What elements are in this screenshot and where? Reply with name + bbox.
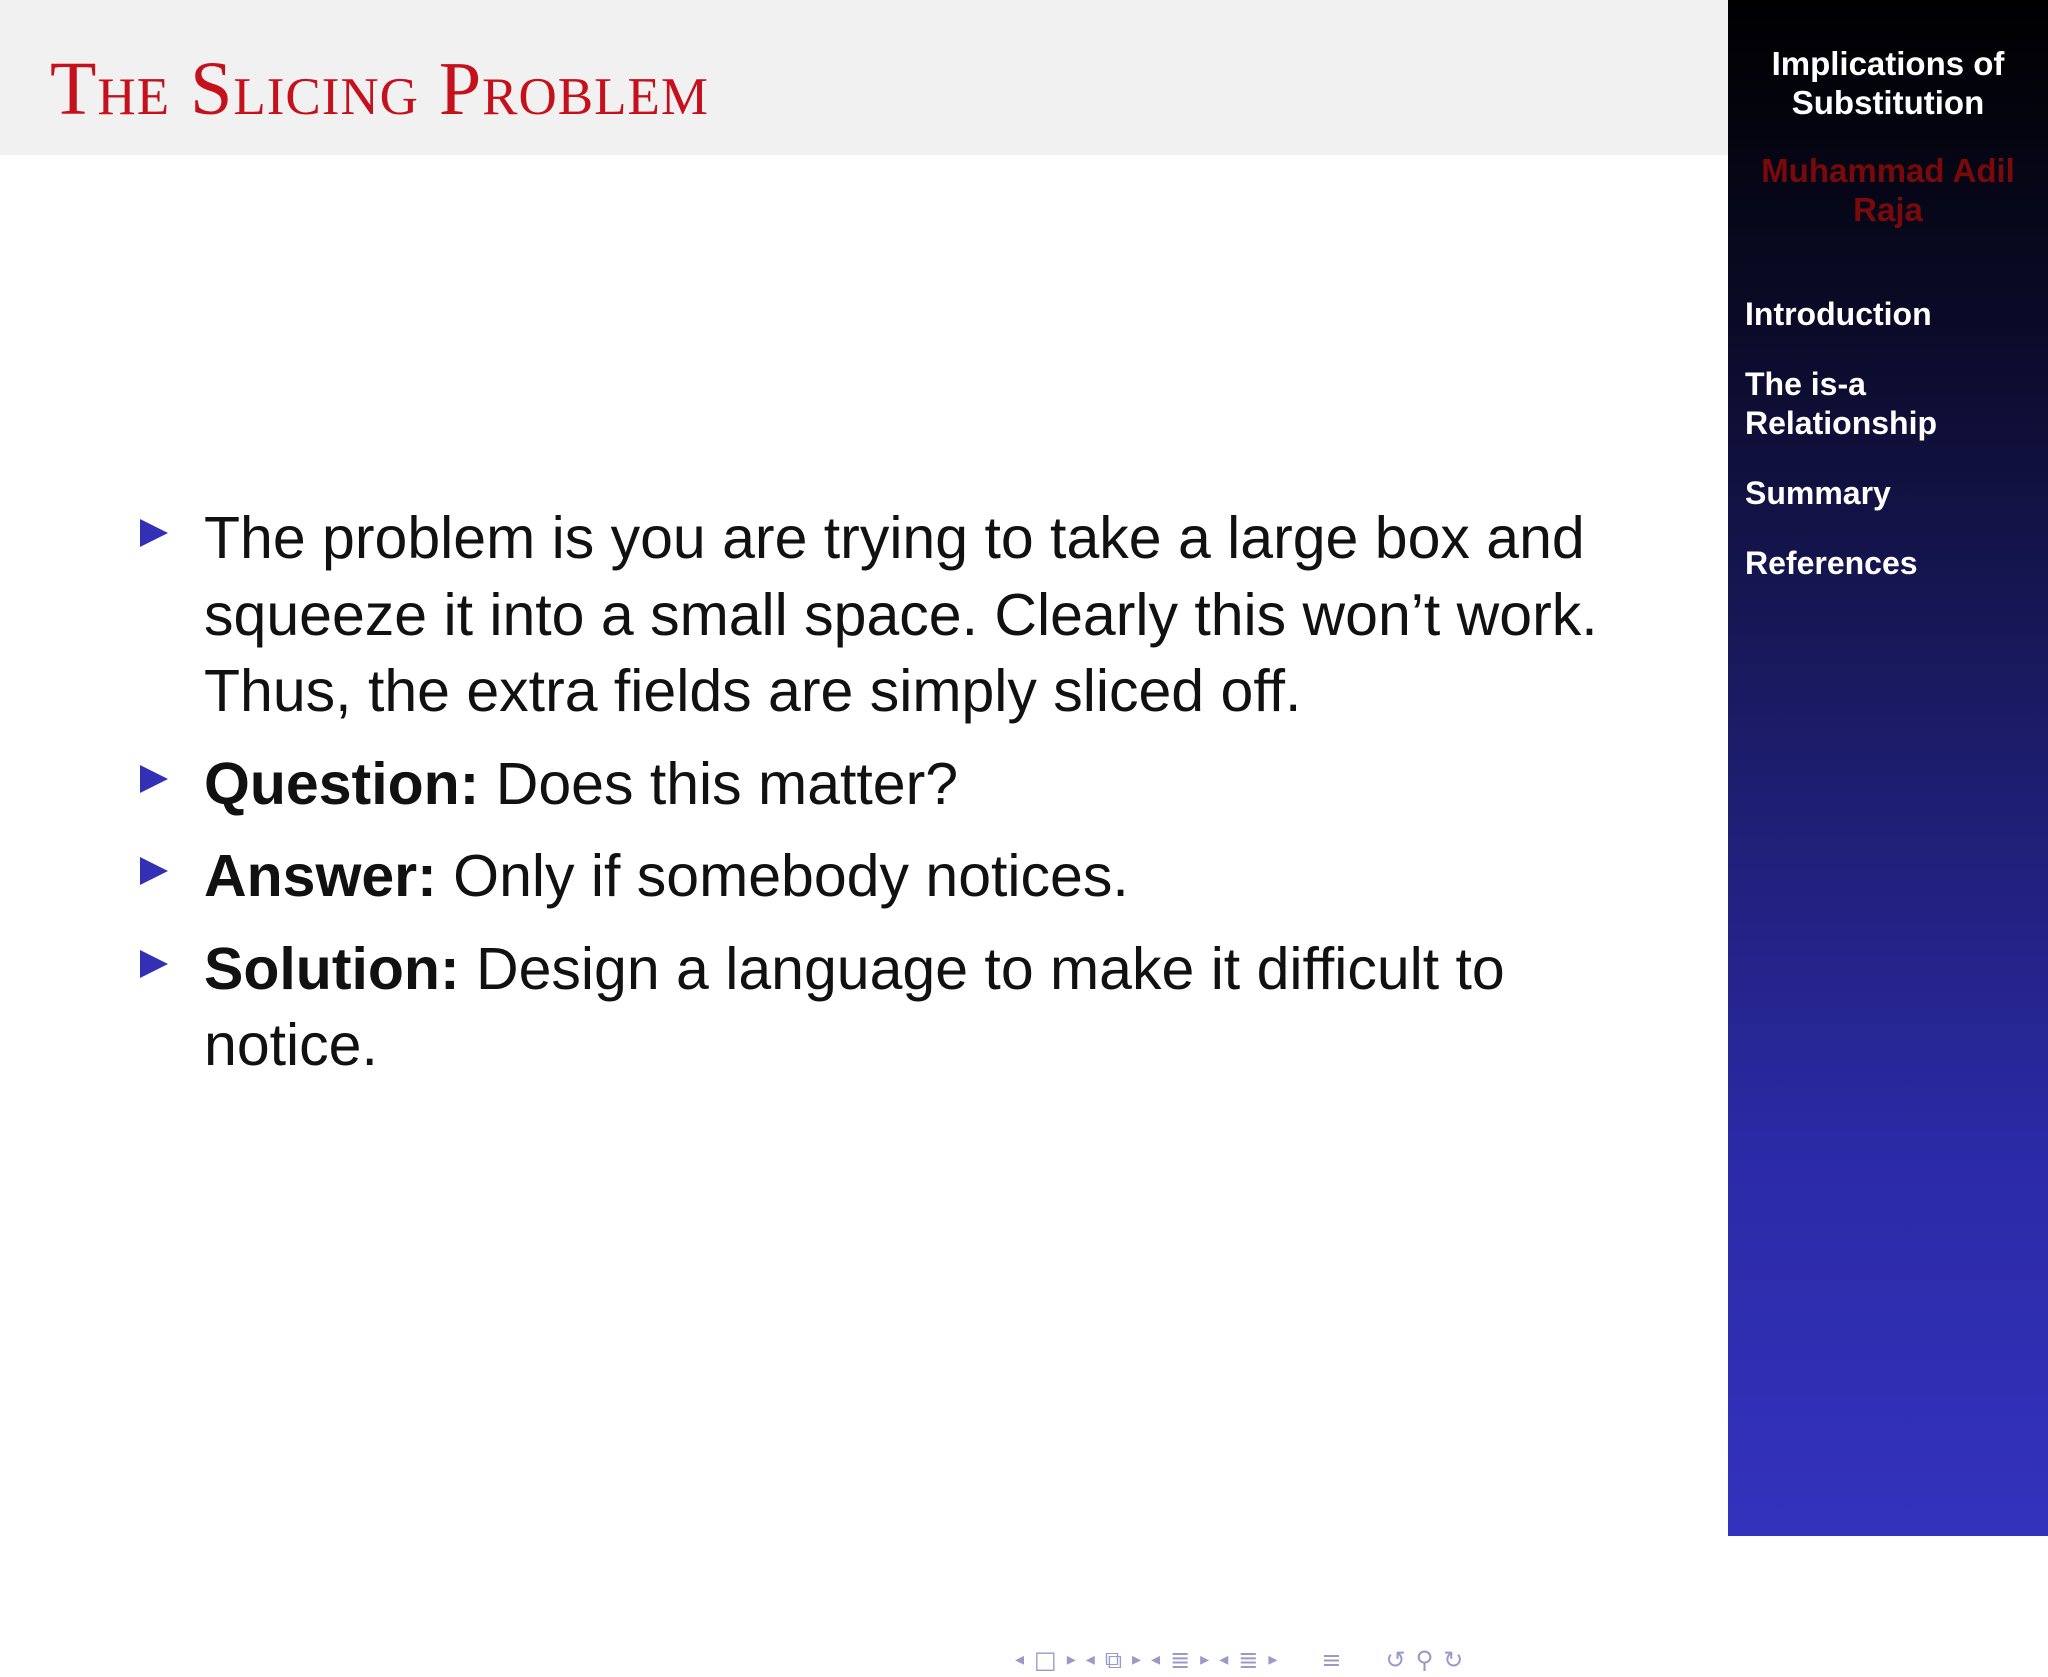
bullet-item xyxy=(134,838,1664,915)
search-icon[interactable]: ⚲ xyxy=(1415,1646,1434,1674)
subsection-icon[interactable]: ⧉ xyxy=(1104,1646,1122,1674)
sidebar-title[interactable]: Implications of Substitution xyxy=(1771,45,2005,121)
sidebar-item-introduction[interactable]: Introduction xyxy=(1745,296,1932,332)
section-icon[interactable]: ≣ xyxy=(1170,1646,1191,1674)
title-bar xyxy=(0,0,1728,155)
sidebar-nav xyxy=(1745,295,2035,614)
nav-left-arrow-icon[interactable]: ◂ xyxy=(1151,1649,1161,1670)
sidebar-item-summary[interactable]: Summary xyxy=(1745,475,1891,511)
frame-icon[interactable]: □ xyxy=(1034,1646,1057,1674)
bullet-triangle-icon xyxy=(140,857,168,885)
undo-icon[interactable]: ↺ xyxy=(1385,1646,1406,1674)
bullet-text: Does this matter? xyxy=(479,750,959,817)
bullet-lead: Answer: xyxy=(204,843,437,909)
nav-left-arrow-icon[interactable]: ◂ xyxy=(1015,1649,1025,1670)
bullet-triangle-icon xyxy=(140,950,168,978)
bullet-list xyxy=(134,500,1664,1100)
sidebar xyxy=(1728,0,2048,1536)
slide-title: The Slicing Problem xyxy=(50,47,710,131)
nav-right-arrow-icon[interactable]: ▸ xyxy=(1268,1649,1278,1670)
bullet-text: The problem is you are trying to take a large box and squeeze it into a small space. Clearly this won’t work. Thus, the extra fields are simply sliced off. xyxy=(204,505,1598,724)
bullet-text: Only if somebody notices. xyxy=(436,843,1129,909)
bullet-item xyxy=(134,931,1664,1084)
bullet-lead: Solution: xyxy=(204,935,460,1002)
bullet-item xyxy=(134,500,1664,730)
bullet-triangle-icon xyxy=(140,519,168,547)
bullet-item xyxy=(134,746,1664,823)
redo-icon[interactable]: ↻ xyxy=(1443,1646,1464,1674)
sidebar-item-is-a-relationship[interactable]: The is-a Relationship xyxy=(1745,366,1938,441)
nav-left-arrow-icon[interactable]: ◂ xyxy=(1219,1649,1229,1670)
nav-right-arrow-icon[interactable]: ▸ xyxy=(1200,1649,1210,1670)
document-icon[interactable]: ≣ xyxy=(1238,1646,1259,1674)
bullet-triangle-icon xyxy=(140,765,168,793)
sidebar-author[interactable]: Muhammad Adil Raja xyxy=(1761,152,2015,228)
navigation-bar xyxy=(1010,1643,1468,1677)
toc-icon[interactable]: ≡ xyxy=(1321,1646,1342,1674)
bullet-lead: Question: xyxy=(204,750,480,817)
nav-right-arrow-icon[interactable]: ▸ xyxy=(1066,1649,1076,1670)
nav-right-arrow-icon[interactable]: ▸ xyxy=(1131,1649,1142,1670)
slide-content xyxy=(0,155,1728,1674)
sidebar-item-references[interactable]: References xyxy=(1745,545,1918,581)
bullet-text: Design a language to make it difficult to notice. xyxy=(204,935,1505,1078)
nav-left-arrow-icon[interactable]: ◂ xyxy=(1085,1649,1095,1670)
